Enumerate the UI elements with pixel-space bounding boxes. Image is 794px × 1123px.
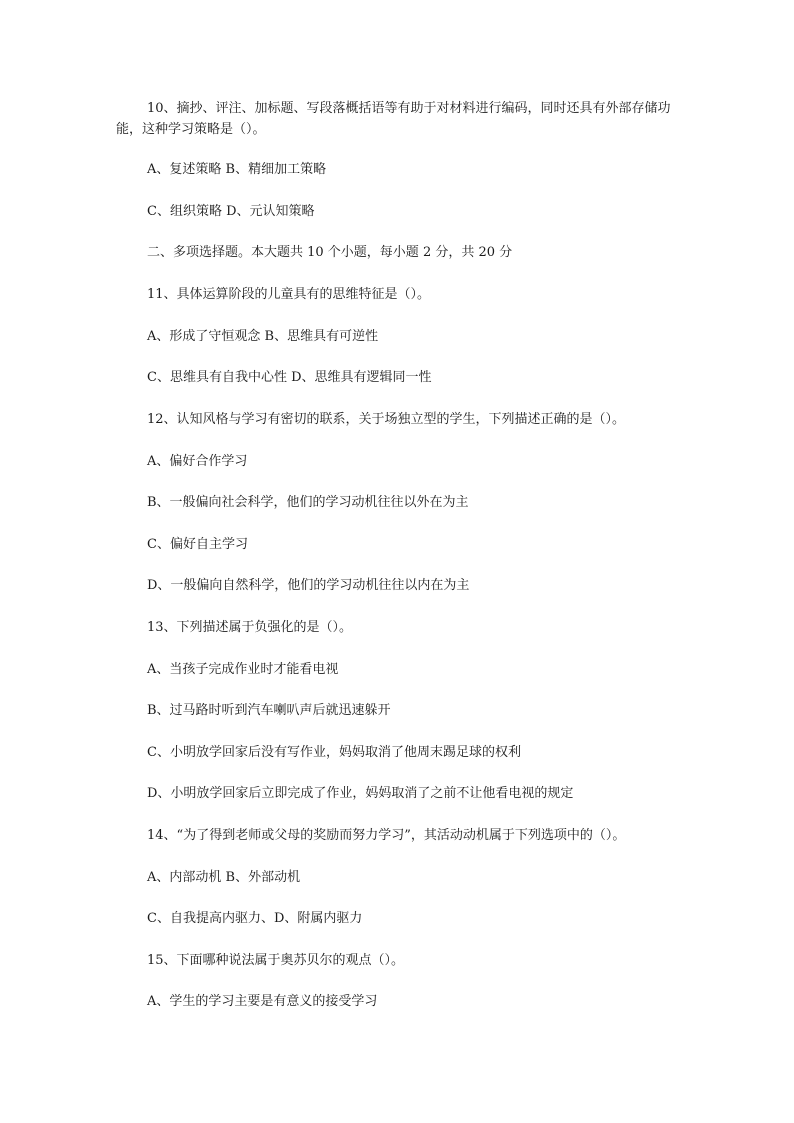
question-14-option-cd: C、自我提高内驱力、D、附属内驱力: [147, 911, 363, 926]
question-12-option-a: A、偏好合作学习: [147, 454, 248, 469]
question-14-stem: 14、“为了得到老师或父母的奖励而努力学习”，其活动动机属于下列选项中的（）。: [147, 828, 626, 843]
question-13-option-a: A、当孩子完成作业时才能看电视: [147, 662, 339, 677]
section-heading: 二、多项选择题。本大题共 10 个小题，每小题 2 分，共 20 分: [147, 245, 513, 260]
question-12-option-c: C、偏好自主学习: [147, 537, 248, 552]
question-15-stem: 15、下面哪种说法属于奥苏贝尔的观点（）。: [147, 953, 405, 968]
question-12-option-b: B、一般偏向社会科学，他们的学习动机往往以外在为主: [147, 495, 469, 510]
question-15-option-a: A、学生的学习主要是有意义的接受学习: [147, 994, 378, 1009]
question-10-stem: 10、摘抄、评注、加标题、写段落概括语等有助于对材料进行编码，同时还具有外部存储功能，这种学习策略是（）。: [116, 101, 671, 137]
question-13-stem: 13、下列描述属于负强化的是（）。: [147, 620, 353, 635]
question-11-stem: 11、具体运算阶段的儿童具有的思维特征是（）。: [147, 287, 431, 302]
question-12-option-d: D、一般偏向自然科学，他们的学习动机往往以内在为主: [147, 578, 470, 593]
question-11-option-ab: A、形成了守恒观念 B、思维具有可逆性: [147, 329, 379, 344]
question-11-option-cd: C、思维具有自我中心性 D、思维具有逻辑同一性: [147, 370, 432, 385]
question-10-option-cd: C、组织策略 D、元认知策略: [147, 204, 315, 219]
question-12-stem: 12、认知风格与学习有密切的联系，关于场独立型的学生，下列描述正确的是（）。: [147, 412, 626, 427]
question-10-option-ab: A、复述策略 B、精细加工策略: [147, 162, 327, 177]
question-14-option-ab: A、内部动机 B、外部动机: [147, 870, 301, 885]
question-13-option-d: D、小明放学回家后立即完成了作业，妈妈取消了之前不让他看电视的规定: [147, 786, 574, 801]
question-13-option-b: B、过马路时听到汽车喇叭声后就迅速躲开: [147, 703, 391, 718]
question-13-option-c: C、小明放学回家后没有写作业，妈妈取消了他周末踢足球的权利: [147, 745, 521, 760]
